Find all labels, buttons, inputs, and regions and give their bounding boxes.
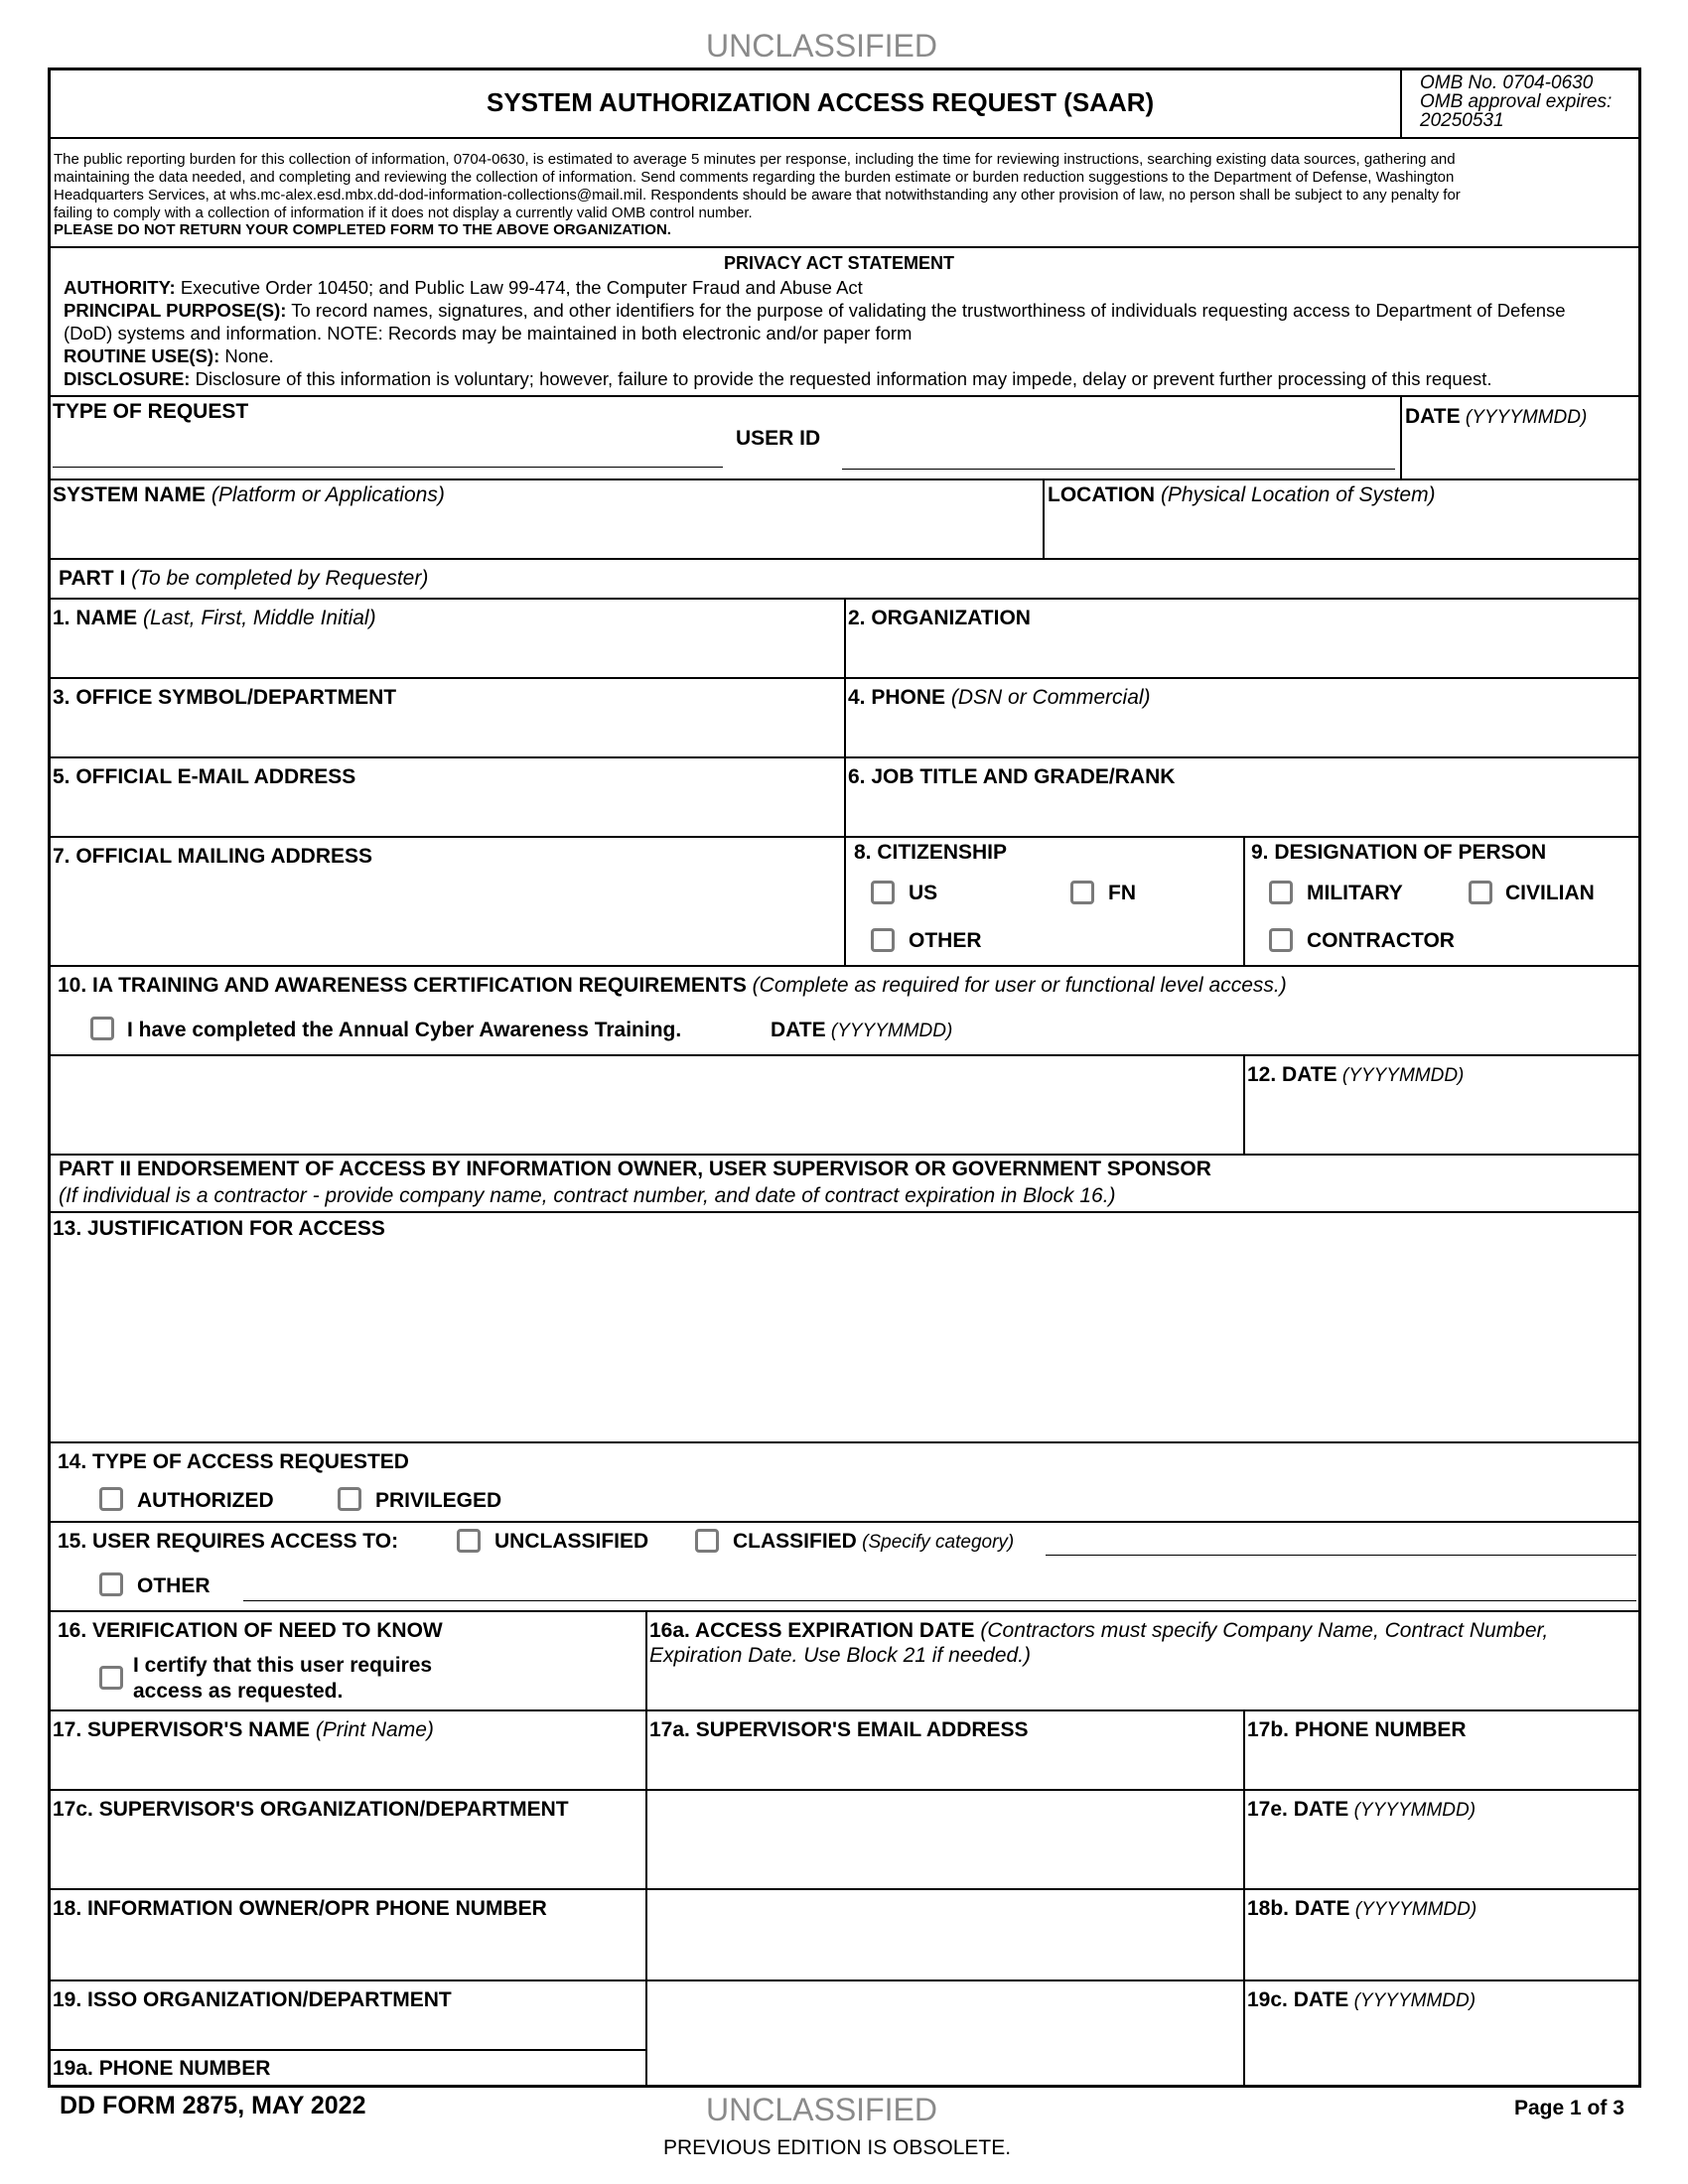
divider [48,836,1641,838]
user-id-label: USER ID [736,427,821,450]
unclassified-checkbox[interactable] [457,1529,481,1553]
designation-contractor-label: CONTRACTOR [1307,929,1455,952]
citizenship-label: 8. CITIZENSHIP [854,841,1008,864]
expiration-date-hint: Expiration Date. Use Block 21 if needed.) [649,1644,1032,1667]
divider [48,1789,1641,1791]
divider [1043,478,1045,558]
supervisor-email-label: 17a. SUPERVISOR'S EMAIL ADDRESS [649,1718,1029,1741]
divider [48,756,1641,758]
divider [48,137,1641,139]
phone-label: 4. PHONE (DSN or Commercial) [848,686,1151,709]
classified-checkbox[interactable] [695,1529,719,1553]
info-owner-phone-label: 18. INFORMATION OWNER/OPR PHONE NUMBER [53,1897,547,1920]
citizenship-other-label: OTHER [909,929,982,952]
isso-org-label: 19. ISSO ORGANIZATION/DEPARTMENT [53,1988,452,2011]
date-12-label: 12. DATE (YYYYMMDD) [1247,1063,1465,1086]
divider [48,478,1641,480]
type-of-request-field[interactable] [53,467,723,468]
training-date-label: DATE (YYYYMMDD) [771,1019,953,1041]
divider [645,1610,647,2087]
location-label: LOCATION (Physical Location of System) [1048,483,1436,506]
supervisor-date-label: 17e. DATE (YYYYMMDD) [1247,1798,1477,1821]
job-title-label: 6. JOB TITLE AND GRADE/RANK [848,765,1176,788]
divider [48,1979,1641,1981]
access-authorized-checkbox[interactable] [99,1487,123,1511]
omb-number: OMB No. 0704-0630 [1420,72,1594,93]
privacy-disclosure: DISCLOSURE: Disclosure of this information is voluntary; however, failure to provide the requested information may impede, delay or prevent further processing of this request. [64,368,1492,389]
info-owner-date-label: 18b. DATE (YYYYMMDD) [1247,1897,1477,1920]
designation-military-label: MILITARY [1307,882,1403,904]
name-label: 1. NAME (Last, First, Middle Initial) [53,607,376,629]
need-to-know-checkbox[interactable] [99,1666,123,1690]
privacy-title: PRIVACY ACT STATEMENT [724,253,955,273]
divider [844,598,846,965]
divider [1243,1054,1245,1154]
divider [48,1211,1641,1213]
citizenship-us-label: US [909,882,938,904]
access-privileged-checkbox[interactable] [338,1487,361,1511]
request-date-label: DATE (YYYYMMDD) [1405,405,1588,428]
divider [48,246,1641,248]
divider [48,1709,1641,1711]
office-symbol-label: 3. OFFICE SYMBOL/DEPARTMENT [53,686,397,709]
designation-civilian-checkbox[interactable] [1469,881,1492,904]
burden-line: failing to comply with a collection of information if it does not display a currently valid OMB control number. [54,205,753,221]
divider [48,965,1641,967]
other-access-label: OTHER [137,1574,211,1597]
privacy-authority: AUTHORITY: Executive Order 10450; and Public Law 99-474, the Computer Fraud and Abuse Act [64,277,863,298]
designation-label: 9. DESIGNATION OF PERSON [1251,841,1547,864]
cyber-training-label: I have completed the Annual Cyber Awareness Training. [127,1019,682,1041]
organization-label: 2. ORGANIZATION [848,607,1031,629]
burden-line: The public reporting burden for this collection of information, 0704-0630, is estimated to average 5 minutes per response, including the time for reviewing instructions, searching existing data sources, gathering and [54,151,1456,168]
access-authorized-label: AUTHORIZED [137,1489,274,1512]
part2-title: PART II ENDORSEMENT OF ACCESS BY INFORMATION OWNER, USER SUPERVISOR OR GOVERNMENT SPONSOR [59,1158,1211,1180]
type-of-request-label: TYPE OF REQUEST [53,400,249,423]
expiration-date-label: 16a. ACCESS EXPIRATION DATE (Contractors must specify Company Name, Contract Number, [649,1619,1549,1642]
email-label: 5. OFFICIAL E-MAIL ADDRESS [53,765,356,788]
divider [1243,1709,1245,2087]
divider [48,1154,1641,1156]
omb-expires: OMB approval expires: [1420,91,1613,112]
other-access-checkbox[interactable] [99,1572,123,1596]
supervisor-org-label: 17c. SUPERVISOR'S ORGANIZATION/DEPARTMENT [53,1798,569,1821]
divider [48,1610,1641,1612]
supervisor-phone-label: 17b. PHONE NUMBER [1247,1718,1467,1741]
divider [48,1441,1641,1443]
divider [48,677,1641,679]
citizenship-other-checkbox[interactable] [871,928,895,952]
isso-phone-label: 19a. PHONE NUMBER [53,2057,271,2080]
divider [48,1888,1641,1890]
obsolete-notice: PREVIOUS EDITION IS OBSOLETE. [663,2136,1012,2159]
ia-training-label: 10. IA TRAINING AND AWARENESS CERTIFICATION REQUIREMENTS (Complete as required for user or functional level access.) [58,974,1287,997]
classified-label: CLASSIFIED (Specify category) [733,1530,1015,1553]
classified-category-field[interactable] [1046,1555,1636,1556]
unclassified-label: UNCLASSIFIED [494,1530,649,1553]
designation-military-checkbox[interactable] [1269,881,1293,904]
access-type-label: 14. TYPE OF ACCESS REQUESTED [58,1450,409,1473]
burden-line: maintaining the data needed, and completing and reviewing the collection of information. Send comments regarding the burden estimate or burden reduction suggestions to the Department of Defense, Washington [54,169,1455,186]
burden-notice: PLEASE DO NOT RETURN YOUR COMPLETED FORM TO THE ABOVE ORGANIZATION. [54,221,671,238]
privacy-routine: ROUTINE USE(S): None. [64,345,274,366]
omb-divider [1400,68,1402,137]
divider [48,2049,647,2051]
burden-line: Headquarters Services, at whs.mc-alex.esd.mbx.dd-dod-information-collections@mail.mil. Respondents should be aware that notwithstanding any other provision of law, no person shall be subject to any penalty for [54,187,1461,204]
divider [48,558,1641,560]
divider [1400,395,1402,478]
access-privileged-label: PRIVILEGED [375,1489,502,1512]
citizenship-fn-label: FN [1108,882,1136,904]
system-name-label: SYSTEM NAME (Platform or Applications) [53,483,445,506]
part1-title: PART I (To be completed by Requester) [59,567,429,590]
requires-access-label: 15. USER REQUIRES ACCESS TO: [58,1530,399,1553]
divider [48,395,1641,397]
citizenship-us-checkbox[interactable] [871,881,895,904]
divider [48,1521,1641,1523]
other-access-field[interactable] [243,1600,1636,1601]
form-title: SYSTEM AUTHORIZATION ACCESS REQUEST (SAAR) [487,87,1155,117]
page-number: Page 1 of 3 [1514,2097,1624,2119]
need-to-know-text-2: access as requested. [133,1680,344,1703]
citizenship-fn-checkbox[interactable] [1070,881,1094,904]
form-number: DD FORM 2875, MAY 2022 [60,2092,366,2119]
justification-label: 13. JUSTIFICATION FOR ACCESS [53,1217,385,1240]
designation-contractor-checkbox[interactable] [1269,928,1293,952]
omb-date: 20250531 [1420,110,1504,131]
mailing-address-label: 7. OFFICIAL MAILING ADDRESS [53,845,373,868]
need-to-know-label: 16. VERIFICATION OF NEED TO KNOW [58,1619,443,1642]
need-to-know-text-1: I certify that this user requires [133,1654,433,1677]
divider [1243,836,1245,965]
divider [48,1054,1641,1056]
part2-subtitle: (If individual is a contractor - provide company name, contract number, and date of contract expiration in Block 16.) [59,1184,1116,1207]
user-id-field[interactable] [842,469,1395,470]
classification-bottom: UNCLASSIFIED [706,2092,937,2127]
privacy-purpose-cont: (DoD) systems and information. NOTE: Records may be maintained in both electronic and/or paper form [64,323,913,343]
privacy-purpose: PRINCIPAL PURPOSE(S): To record names, signatures, and other identifiers for the purpose of validating the trustworthiness of individuals requesting access to Department of Defense [64,300,1566,321]
classification-top: UNCLASSIFIED [706,28,937,64]
isso-date-label: 19c. DATE (YYYYMMDD) [1247,1988,1477,2011]
cyber-training-checkbox[interactable] [90,1017,114,1040]
designation-civilian-label: CIVILIAN [1505,882,1595,904]
supervisor-name-label: 17. SUPERVISOR'S NAME (Print Name) [53,1718,434,1741]
